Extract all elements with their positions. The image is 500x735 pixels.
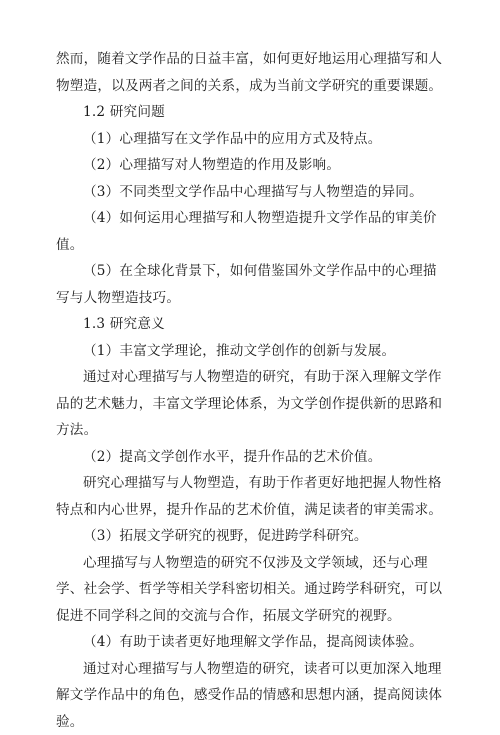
question-5: （5）在全球化背景下，如何借鉴国外文学作品中的心理描写与人物塑造技巧。	[56, 258, 444, 311]
significance-3-body: 心理描写与人物塑造的研究不仅涉及文学领域，还与心理学、社会学、哲学等相关学科密切相关。通过跨学科研究，可以促进不同学科之间的交流与合作，拓展文学研究的视野。	[56, 550, 444, 630]
significance-4-title: （4）有助于读者更好地理解文学作品，提高阅读体验。	[56, 629, 444, 656]
section-heading-1-3: 1.3 研究意义	[56, 311, 444, 338]
significance-4-body: 通过对心理描写与人物塑造的研究，读者可以更加深入地理解文学作品中的角色，感受作品的情感和思想内涵，提高阅读体验。	[56, 656, 444, 735]
para-intro-continued: 然而，随着文学作品的日益丰富，如何更好地运用心理描写和人物塑造，以及两者之间的关系，成为当前文学研究的重要课题。	[56, 46, 444, 99]
section-heading-1-2: 1.2 研究问题	[56, 99, 444, 126]
significance-2-title: （2）提高文学创作水平，提升作品的艺术价值。	[56, 444, 444, 471]
significance-3-title: （3）拓展文学研究的视野，促进跨学科研究。	[56, 523, 444, 550]
question-4: （4）如何运用心理描写和人物塑造提升文学作品的审美价值。	[56, 205, 444, 258]
question-1: （1）心理描写在文学作品中的应用方式及特点。	[56, 126, 444, 153]
significance-2-body: 研究心理描写与人物塑造，有助于作者更好地把握人物性格特点和内心世界，提升作品的艺术价值，满足读者的审美需求。	[56, 470, 444, 523]
significance-1-body: 通过对心理描写与人物塑造的研究，有助于深入理解文学作品的艺术魅力，丰富文学理论体系，为文学创作提供新的思路和方法。	[56, 364, 444, 444]
significance-1-title: （1）丰富文学理论，推动文学创作的创新与发展。	[56, 338, 444, 365]
question-2: （2）心理描写对人物塑造的作用及影响。	[56, 152, 444, 179]
question-3: （3）不同类型文学作品中心理描写与人物塑造的异同。	[56, 179, 444, 206]
